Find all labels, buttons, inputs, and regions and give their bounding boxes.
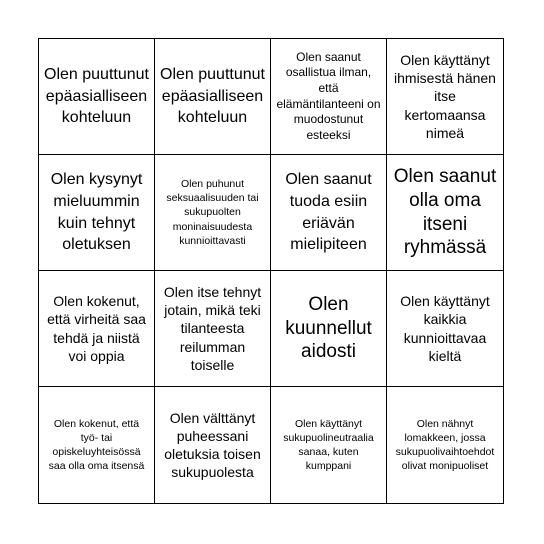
bingo-cell-text: Olen käyttänyt sukupuolineutraalia sanaa, kuten kumppani xyxy=(283,417,374,473)
bingo-cell-3-1[interactable] xyxy=(39,271,155,387)
bingo-cell-text: Olen käyttänyt ihmisestä hänen itse kertomaansa nimeä xyxy=(394,52,496,141)
bingo-cell-text: Olen kuunnellut aidosti xyxy=(285,293,372,363)
bingo-cell-4-3[interactable] xyxy=(271,387,387,503)
bingo-cell-1-4[interactable] xyxy=(387,39,503,155)
bingo-cell-text: Olen saanut olla oma itseni ryhmässä xyxy=(393,166,497,259)
bingo-cell-4-1[interactable] xyxy=(39,387,155,503)
bingo-cell-text: Olen kokenut, että työ- tai opiskeluyhteisössä saa olla oma itsensä xyxy=(48,417,145,473)
bingo-cell-2-1[interactable] xyxy=(39,155,155,271)
bingo-cell-3-3[interactable] xyxy=(271,271,387,387)
bingo-cell-text: Olen puhunut seksuaalisuuden tai sukupuolten moninaisuudesta kunnioittavasti xyxy=(166,178,259,247)
bingo-cell-2-4[interactable] xyxy=(387,155,503,271)
bingo-cell-text: Olen itse tehnyt jotain, mikä teki tilanteesta reilumman toiselle xyxy=(163,284,262,373)
bingo-cell-3-4[interactable] xyxy=(387,271,503,387)
bingo-cell-2-3[interactable] xyxy=(271,155,387,271)
bingo-cell-2-2[interactable] xyxy=(155,155,271,271)
bingo-cell-text: Olen kokenut, että virheitä saa tehdä ja niistä voi oppia xyxy=(47,293,146,364)
bingo-cell-text: Olen nähnyt lomakkeen, jossa sukupuolivaihtoehdot olivat monipuoliset xyxy=(395,417,495,473)
bingo-cell-text: Olen käyttänyt kaikkia kunnioittavaa kieltä xyxy=(400,293,490,364)
bingo-cell-3-2[interactable] xyxy=(155,271,271,387)
bingo-cell-4-4[interactable] xyxy=(387,387,503,503)
bingo-board xyxy=(38,38,504,504)
bingo-cell-text: Olen saanut tuoda esiin eriävän mielipiteen xyxy=(285,171,372,254)
bingo-cell-text: Olen kysynyt mieluummin kuin tehnyt oletuksen xyxy=(50,171,143,254)
bingo-cell-text: Olen puuttunut epäasialliseen kohteluun xyxy=(44,66,149,127)
bingo-cell-4-2[interactable] xyxy=(155,387,271,503)
bingo-cell-1-1[interactable] xyxy=(39,39,155,155)
bingo-cell-text: Olen välttänyt puheessani oletuksia toisen sukupuolesta xyxy=(164,409,261,481)
bingo-cell-1-3[interactable] xyxy=(271,39,387,155)
bingo-cell-text: Olen saanut osallistua ilman, että elämäntilanteeni on muodostunut esteeksi xyxy=(276,49,381,142)
bingo-cell-1-2[interactable] xyxy=(155,39,271,155)
bingo-cell-text: Olen puuttunut epäasialliseen kohteluun xyxy=(160,66,265,127)
